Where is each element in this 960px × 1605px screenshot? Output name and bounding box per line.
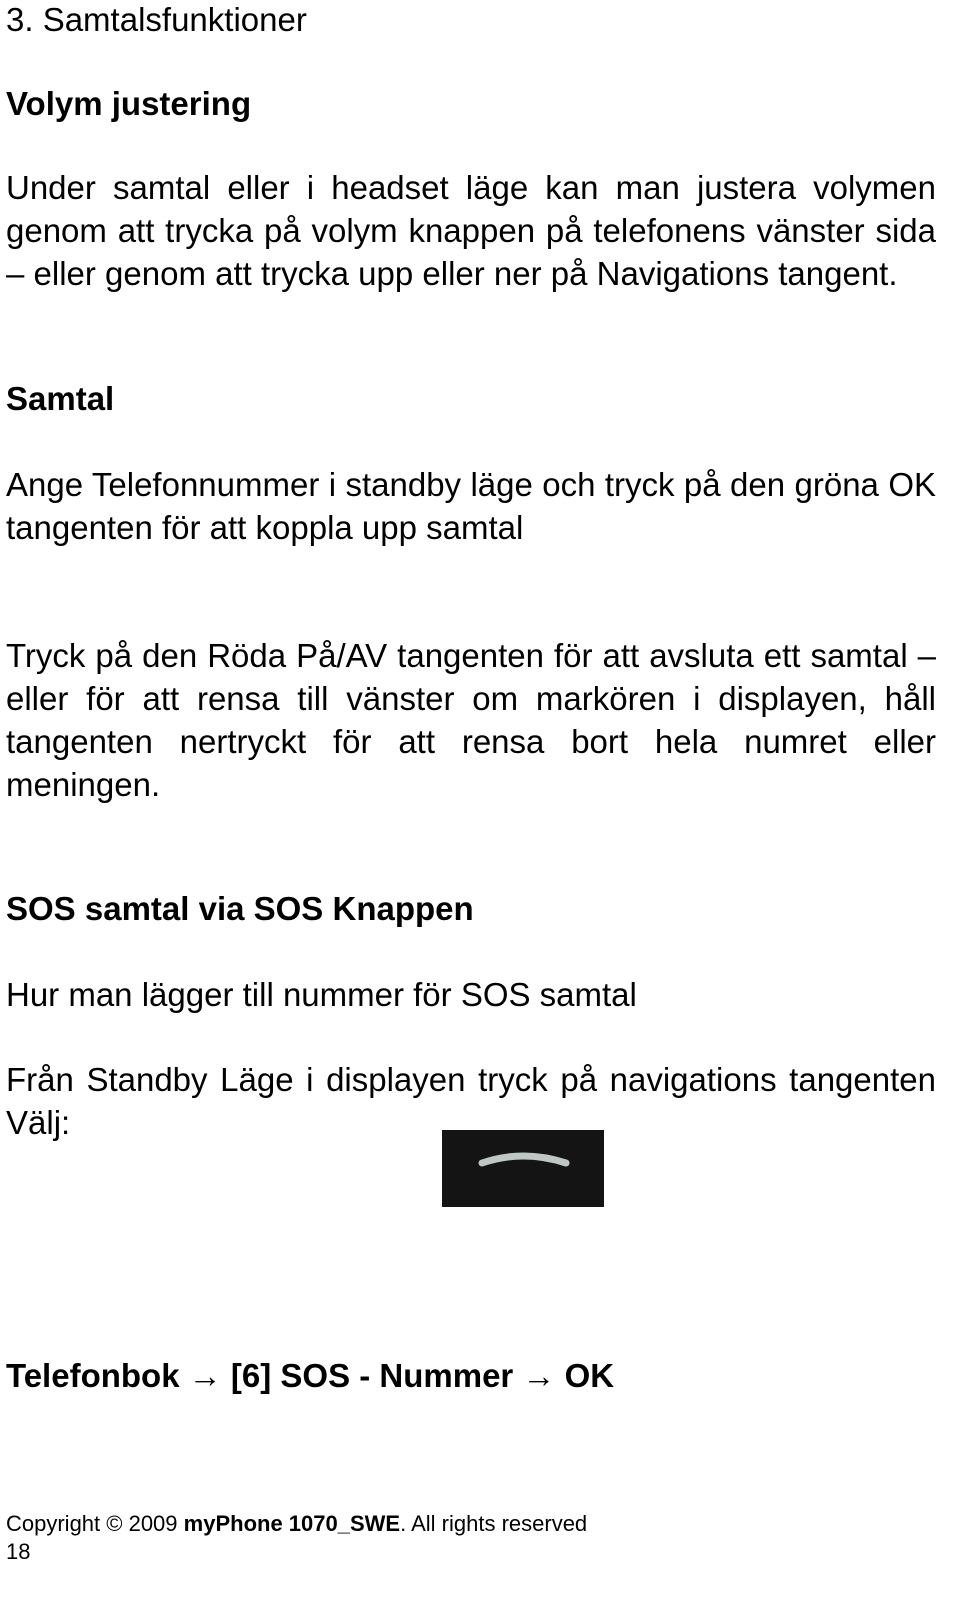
sos-heading: SOS samtal via SOS Knappen [6, 890, 474, 927]
sos-instruction: Från Standby Läge i displayen tryck på navigations tangenten Välj: [6, 1061, 936, 1141]
volume-heading: Volym justering [6, 85, 252, 122]
call-paragraph-end: Tryck på den Röda På/AV tangenten för att avsluta ett samtal – eller för att rensa till vänster om markören i displayen, håll tangenten nertryckt för att rensa bort hela numret eller meningen. [6, 637, 936, 803]
page-number: 18 [6, 1539, 31, 1564]
footer [6, 1510, 587, 1566]
call-heading: Samtal [6, 380, 115, 417]
copyright-brand: myPhone 1070_SWE [183, 1511, 401, 1536]
copyright-suffix: . All rights reserved [400, 1511, 588, 1536]
section-title: 3. Samtalsfunktioner [6, 1, 307, 38]
sos-subheading: Hur man lägger till nummer för SOS samtal [6, 976, 637, 1013]
soft-key-icon [442, 1130, 604, 1207]
sos-menu-path: Telefonbok → [6] SOS - Nummer → OK [6, 1357, 615, 1394]
copyright-prefix: Copyright © 2009 [6, 1511, 184, 1536]
volume-paragraph: Under samtal eller i headset läge kan man justera volymen genom att trycka på volym knappen på telefonens vänster sida – eller genom att trycka upp eller ner på Navigations tangent. [6, 169, 936, 292]
call-paragraph-dial: Ange Telefonnummer i standby läge och tryck på den gröna OK tangenten för att koppla upp samtal [6, 466, 936, 546]
copyright-line [6, 1510, 587, 1538]
